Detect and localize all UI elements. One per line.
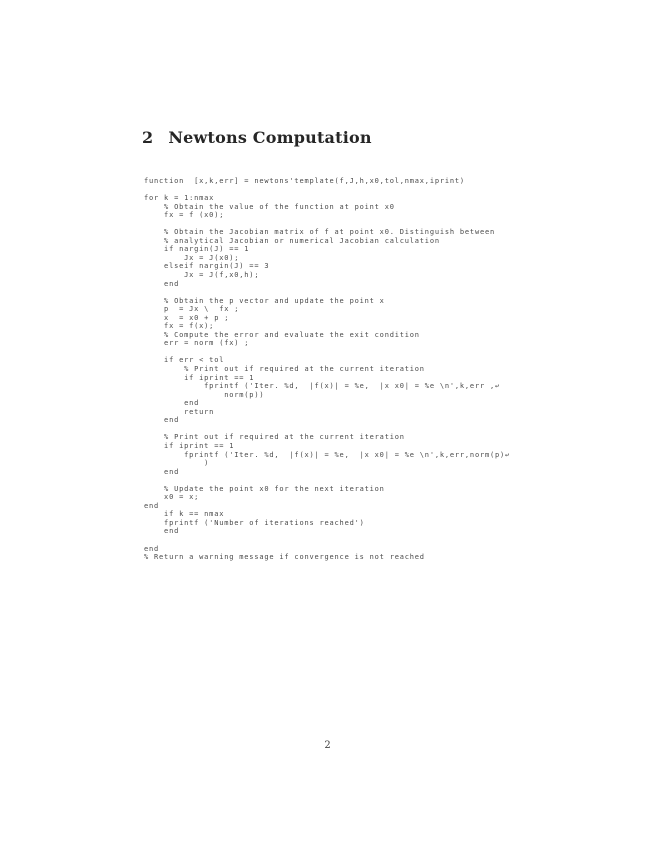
code-line: % Obtain the Jacobian matrix of f at point x0. Distinguish between (144, 228, 496, 237)
section-title: Newtons Computation (168, 128, 372, 147)
code-line: if err < tol (144, 356, 225, 365)
page-number: 2 (324, 740, 331, 751)
code-line: p = Jx \ fx ; (144, 305, 240, 314)
code-line: fprintf ('Iter. %d, |f(x)| = %e, |x x0| = %e \n',k,err,norm(p)↩ (144, 450, 511, 459)
code-line: if nargin(J) == 1 (144, 245, 250, 254)
code-line: end (144, 467, 180, 476)
code-line: % Print out if required at the current iteration (144, 365, 425, 374)
code-line: x0 = x; (144, 493, 200, 502)
code-line: if iprint == 1 (144, 441, 235, 450)
section-number: 2 (142, 128, 154, 147)
code-line: % Return a warning message if convergence is not reached (144, 553, 425, 562)
code-line (144, 425, 510, 434)
code-line (144, 348, 510, 357)
code-line (144, 536, 510, 545)
code-line: end (144, 544, 160, 553)
code-line: % Obtain the value of the function at point x0 (144, 202, 395, 211)
code-line: end (144, 416, 180, 425)
code-line (144, 220, 510, 229)
section-heading (142, 128, 372, 147)
code-line (144, 186, 510, 195)
code-line: end (144, 399, 200, 408)
code-line: x = x0 + p ; (144, 313, 230, 322)
code-line: Jx = J(x0); (144, 253, 240, 262)
code-line: if k == nmax (144, 510, 225, 519)
code-line: % Update the point x0 for the next iteration (144, 484, 385, 493)
code-line: for k = 1:nmax (144, 194, 215, 203)
code-line: fx = f (x0); (144, 211, 225, 220)
code-line: end (144, 527, 180, 536)
code-line: fprintf ('Number of iterations reached') (144, 518, 365, 527)
code-line: % Compute the error and evaluate the exit condition (144, 330, 420, 339)
code-line: % Obtain the p vector and update the point x (144, 296, 385, 305)
code-line (144, 288, 510, 297)
code-line: if iprint == 1 (144, 373, 255, 382)
code-line: % Print out if required at the current iteration (144, 433, 405, 442)
code-line: elseif nargin(J) == 3 (144, 262, 270, 271)
code-line: err = norm (fx) ; (144, 339, 250, 348)
code-block (144, 177, 510, 562)
code-line: return (144, 407, 215, 416)
code-line: fx = f(x); (144, 322, 215, 331)
code-line: ) (144, 459, 210, 468)
code-line: % analytical Jacobian or numerical Jacobian calculation (144, 236, 440, 245)
code-line: Jx = J(f,x0,h); (144, 271, 260, 280)
code-line: end (144, 279, 180, 288)
code-line (144, 476, 510, 485)
code-line: norm(p)) (144, 390, 265, 399)
code-line: fprintf ('Iter. %d, |f(x)| = %e, |x x0| = %e \n',k,err ,↩ (144, 382, 501, 391)
code-line: end (144, 501, 160, 510)
code-line: function [x,k,err] = newtons'template(f,J,h,x0,tol,nmax,iprint) (144, 177, 465, 185)
